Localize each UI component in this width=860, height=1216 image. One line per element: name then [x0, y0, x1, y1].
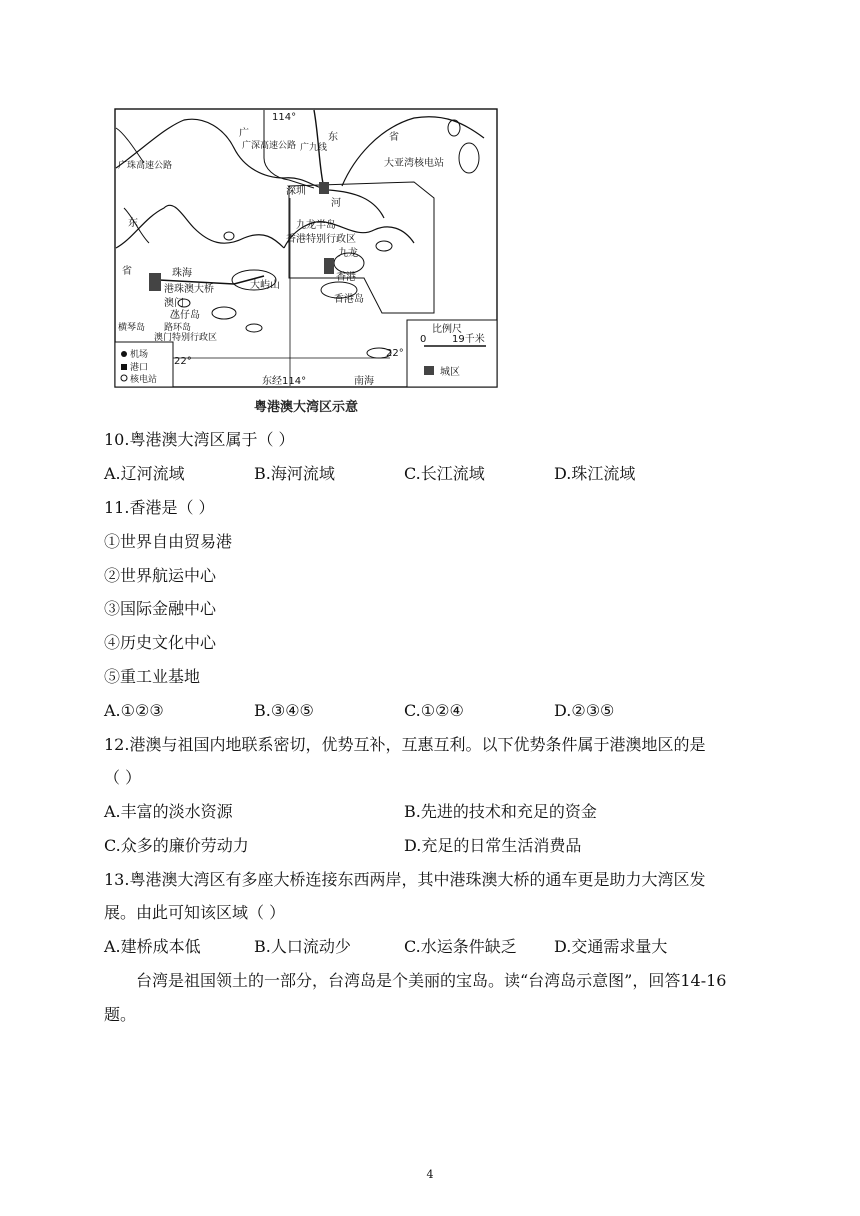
legend-nuclear: 核电站	[130, 375, 158, 385]
map-label-dong: 东	[128, 218, 138, 229]
map-label-guangshen-road: 广深高速公路	[242, 141, 297, 151]
question-13-stem: 13.粤港澳大湾区有多座大桥连接东西两岸，其中港珠澳大桥的通车更是助力大湾区发	[104, 870, 706, 889]
question-10-option-b: B.海河流域	[254, 464, 335, 483]
map-label-guangzhu-road: 广珠高速公路	[118, 161, 173, 171]
map-label-lat-left: 22°	[174, 356, 192, 367]
map-label-lon-bottom: 东经114°	[262, 376, 307, 387]
question-13-option-b: B.人口流动少	[254, 937, 351, 956]
map-label-hengqin: 横琴岛	[118, 323, 146, 333]
question-12-stem: 12.港澳与祖国内地联系密切，优势互补，互惠互利。以下优势条件属于港澳地区的是	[104, 735, 706, 754]
question-13-option-c: C.水运条件缺乏	[404, 937, 517, 956]
map-label-hk-island: 香港岛	[334, 294, 364, 305]
map-label-dayushan: 大屿山	[250, 280, 280, 291]
question-11-item-4: ④历史文化中心	[104, 633, 217, 652]
legend-city: 城区	[440, 367, 460, 378]
map-label-zhuhai: 珠海	[172, 268, 192, 279]
question-12-stem-cont: （ ）	[104, 768, 142, 787]
map-scale-value: 19千米	[452, 334, 485, 345]
question-13-option-d: D.交通需求量大	[554, 937, 668, 956]
question-12-option-c: C.众多的廉价劳动力	[104, 836, 249, 855]
question-13-option-a: A.建桥成本低	[104, 937, 201, 956]
question-11-option-b: B.③④⑤	[254, 701, 314, 720]
map-label-hzm-bridge: 港珠澳大桥	[164, 284, 214, 295]
map-scale-zero: 0	[420, 334, 427, 345]
question-10-option-c: C.长江流域	[404, 464, 485, 483]
map-label-guangdong-2: 东	[328, 132, 338, 143]
question-11-option-d: D.②③⑤	[554, 701, 615, 720]
question-10-option-d: D.珠江流域	[554, 464, 636, 483]
map-label-hk-sar: 香港特别行政区	[286, 234, 356, 245]
legend-airport: 机场	[130, 350, 149, 360]
map-label-shenzhen-river: 河	[331, 198, 341, 209]
question-11-option-c: C.①②④	[404, 701, 464, 720]
map-label-macau-sar: 澳门特别行政区	[154, 333, 218, 343]
page-number: 4	[426, 1168, 434, 1181]
question-12-option-d: D.充足的日常生活消费品	[404, 836, 582, 855]
legend-port: 港口	[130, 363, 149, 373]
map-label-daya-bay: 大亚湾核电站	[384, 158, 444, 169]
map-label-shenzhen: 深圳	[286, 186, 306, 197]
map-label-lon-top: 114°	[272, 112, 297, 123]
question-11-item-1: ①世界自由贸易港	[104, 532, 233, 551]
question-11-item-3: ③国际金融中心	[104, 599, 217, 618]
map-label-sheng: 省	[122, 266, 132, 277]
map-graphic	[114, 108, 498, 388]
question-10-option-a: A.辽河流域	[104, 464, 185, 483]
question-13-stem-cont: 展。由此可知该区域（ ）	[104, 903, 286, 922]
map-label-south-sea: 南海	[354, 376, 374, 387]
taiwan-intro-paragraph: 台湾是祖国领土的一部分，台湾岛是个美丽的宝岛。读“台湾岛示意图”，回答14-16题。	[104, 971, 727, 1024]
map-label-taipa: 氹仔岛	[170, 310, 200, 321]
question-12-option-a: A.丰富的淡水资源	[104, 802, 233, 821]
map-label-guangdong-1: 广	[239, 128, 249, 139]
map-label-guangdong-3: 省	[389, 132, 399, 143]
question-11-item-5: ⑤重工业基地	[104, 667, 201, 686]
question-12-option-b: B.先进的技术和充足的资金	[404, 802, 597, 821]
bay-area-map	[114, 108, 498, 388]
map-label-hongkong: 香港	[336, 272, 356, 283]
map-label-kowloon: 九龙	[338, 248, 358, 259]
map-label-lat-right: 22°	[386, 348, 404, 359]
question-11-option-a: A.①②③	[104, 701, 164, 720]
map-caption: 粤港澳大湾区示意	[254, 400, 359, 415]
question-11-stem: 11.香港是（ ）	[104, 498, 215, 517]
question-10-stem: 10.粤港澳大湾区属于（ ）	[104, 430, 295, 449]
map-label-huandao: 路环岛	[164, 323, 192, 333]
map-label-macau: 澳门	[164, 298, 184, 309]
map-label-kowloon-peninsula: 九龙半岛	[296, 220, 336, 231]
map-label-guangjiu-rail: 广九线	[300, 143, 328, 153]
question-11-item-2: ②世界航运中心	[104, 566, 217, 585]
map-scale-title: 比例尺	[432, 324, 462, 335]
